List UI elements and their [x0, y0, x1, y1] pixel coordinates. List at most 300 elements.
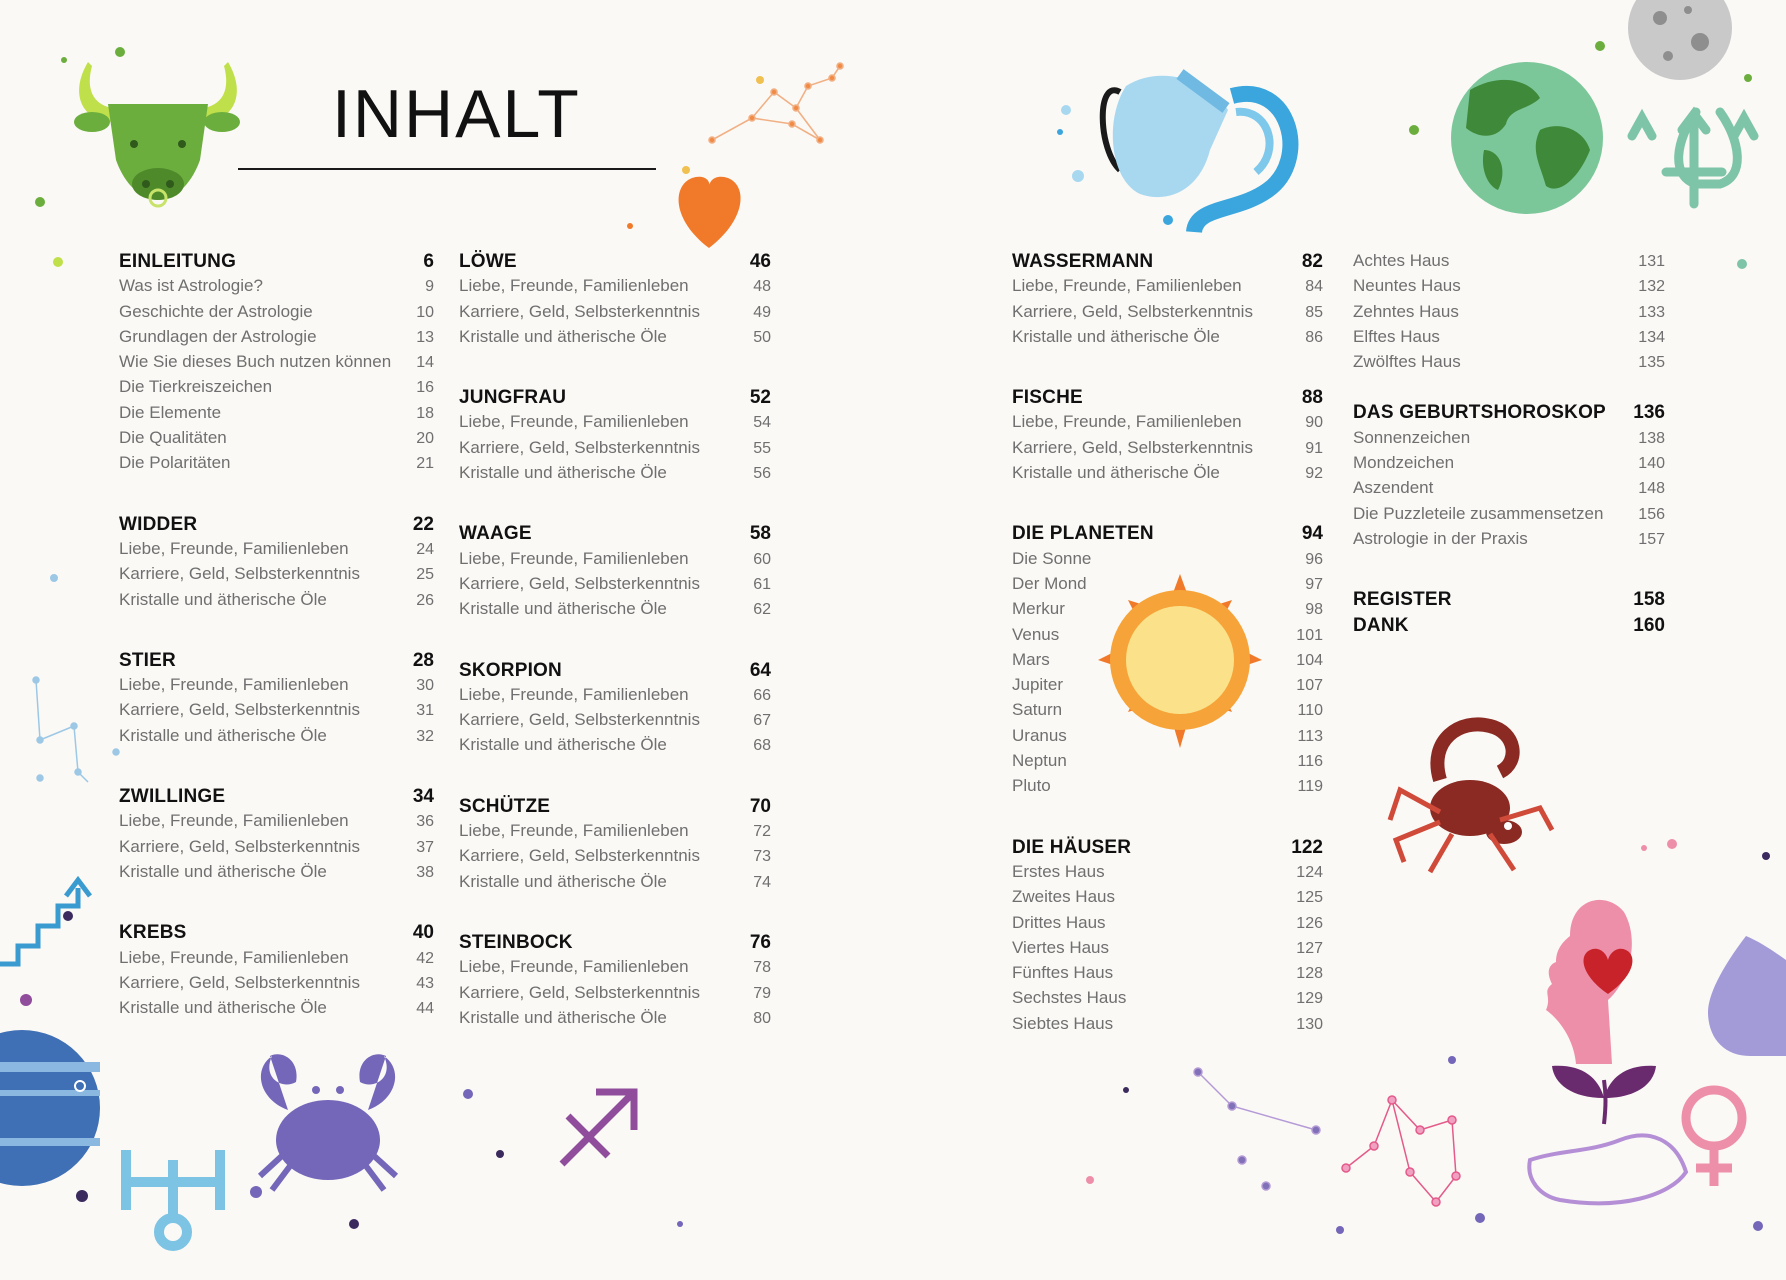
toc-entry-page: 85 [1305, 303, 1323, 321]
toc-entry-page: 60 [753, 550, 771, 568]
toc-entry-label: Kristalle und ätherische Öle [119, 861, 327, 881]
toc-entry-label: Drittes Haus [1012, 912, 1106, 932]
toc-entry[interactable] [119, 998, 434, 1023]
toc-entry[interactable] [119, 811, 434, 836]
toc-entry-label: Elftes Haus [1353, 326, 1440, 346]
toc-entry-page: 138 [1638, 429, 1665, 447]
toc-entry-page: 20 [416, 430, 434, 448]
toc-page-number: 136 [1633, 402, 1665, 424]
toc-entry-page: 125 [1296, 889, 1323, 907]
toc-entry[interactable] [459, 599, 771, 624]
virgo-constellation-icon [1342, 1096, 1460, 1206]
toc-entry[interactable] [1353, 478, 1665, 503]
toc-entry[interactable] [119, 675, 434, 700]
heart-icon [679, 177, 741, 248]
toc-entry-page: 86 [1305, 328, 1323, 346]
toc-entry[interactable] [459, 327, 771, 352]
toc-entry-label: Liebe, Freunde, Familienleben [1012, 412, 1242, 432]
toc-entry[interactable] [119, 377, 434, 402]
toc-heading: KREBS [119, 922, 187, 944]
toc-entry[interactable] [1353, 251, 1665, 276]
toc-entry-label: Mars [1012, 649, 1050, 669]
toc-entry-label: Venus [1012, 624, 1060, 644]
toc-entry[interactable] [1012, 726, 1323, 751]
toc-entry-label: Uranus [1012, 725, 1067, 745]
toc-entry-page: 44 [416, 1000, 434, 1018]
toc-entry[interactable] [1353, 529, 1665, 554]
toc-entry[interactable] [459, 685, 771, 710]
toc-entry[interactable] [459, 1008, 771, 1033]
toc-heading: WASSERMANN [1012, 251, 1154, 272]
toc-entry-label: Liebe, Freunde, Familienleben [119, 811, 349, 831]
toc-entry-page: 113 [1297, 727, 1323, 745]
toc-heading-row[interactable] [459, 796, 771, 821]
taurus-bull-icon [74, 62, 240, 206]
toc-heading-row[interactable] [119, 786, 434, 811]
toc-entry[interactable] [459, 438, 771, 463]
toc-entry[interactable] [119, 590, 434, 615]
toc-entry-page: 32 [416, 727, 434, 745]
toc-section-loewe [459, 251, 771, 352]
toc-entry-page: 24 [416, 540, 434, 558]
toc-entry-page: 26 [416, 591, 434, 609]
toc-entry[interactable] [1012, 1014, 1323, 1039]
toc-entry-label: Kristalle und ätherische Öle [459, 463, 667, 483]
toc-page-number: 58 [749, 523, 771, 545]
toc-entry-page: 156 [1638, 505, 1665, 523]
toc-entry-label: Karriere, Geld, Selbsterkenntnis [119, 972, 360, 992]
toc-heading: DIE HÄUSER [1012, 836, 1132, 858]
toc-entry-page: 74 [753, 873, 771, 891]
toc-entry-page: 38 [416, 863, 434, 881]
toc-entry-label: Liebe, Freunde, Familienleben [459, 957, 689, 977]
toc-entry[interactable] [119, 862, 434, 887]
toc-entry-page: 31 [416, 702, 434, 720]
toc-section-schuetze [459, 796, 771, 897]
toc-entry-label: Die Sonne [1012, 548, 1092, 568]
toc-heading-row[interactable] [1012, 837, 1323, 862]
toc-column-4 [1353, 251, 1665, 675]
toc-entry[interactable] [459, 302, 771, 327]
toc-entry[interactable] [119, 700, 434, 725]
toc-entry[interactable] [1012, 412, 1323, 437]
leo-constellation-icon [709, 63, 843, 143]
toc-heading-row[interactable] [459, 660, 771, 685]
toc-entry[interactable] [1353, 327, 1665, 352]
toc-entry-label: Karriere, Geld, Selbsterkenntnis [459, 982, 700, 1002]
toc-entry[interactable] [459, 735, 771, 760]
toc-entry-page: 10 [416, 303, 434, 321]
toc-entry-label: Kristalle und ätherische Öle [1012, 463, 1220, 483]
earth-globe-icon [1451, 62, 1603, 214]
toc-entry-label: Zweites Haus [1012, 887, 1115, 907]
toc-entry-label: Karriere, Geld, Selbsterkenntnis [119, 836, 360, 856]
toc-entry[interactable] [119, 539, 434, 564]
toc-entry-page: 18 [416, 404, 434, 422]
toc-entry[interactable] [459, 872, 771, 897]
toc-entry-page: 107 [1296, 677, 1323, 695]
toc-entry-label: Neptun [1012, 751, 1067, 771]
toc-heading-row[interactable] [1353, 402, 1665, 427]
toc-heading: DANK [1353, 614, 1409, 636]
gemini-constellation-icon [33, 677, 119, 782]
toc-entry-label: Zwölftes Haus [1353, 352, 1461, 372]
toc-heading: SCHÜTZE [459, 795, 551, 817]
toc-entry[interactable] [1012, 963, 1323, 988]
toc-page-number: 46 [749, 251, 771, 272]
scorpion-icon [1390, 724, 1552, 872]
toc-entry-label: Liebe, Freunde, Familienleben [459, 548, 689, 568]
toc-entry-label: Kristalle und ätherische Öle [119, 725, 327, 745]
toc-entry-page: 92 [1305, 465, 1323, 483]
toc-entry-label: Liebe, Freunde, Familienleben [119, 538, 349, 558]
toc-entry[interactable] [1012, 650, 1323, 675]
toc-entry-label: Jupiter [1012, 675, 1064, 695]
toc-entry[interactable] [119, 302, 434, 327]
toc-page-number: 158 [1633, 589, 1665, 611]
sagittarius-arrow-icon [562, 1092, 634, 1164]
toc-entry-label: Karriere, Geld, Selbsterkenntnis [459, 573, 700, 593]
toc-entry[interactable] [119, 726, 434, 751]
toc-entry[interactable] [1012, 776, 1323, 801]
toc-entry-page: 157 [1638, 530, 1665, 548]
toc-entry-label: Kristalle und ätherische Öle [119, 589, 327, 609]
toc-entry-page: 66 [753, 686, 771, 704]
toc-entry-label: Die Tierkreiszeichen [119, 377, 273, 397]
toc-entry-page: 134 [1638, 328, 1665, 346]
toc-entry-page: 148 [1638, 480, 1665, 498]
toc-entry-page: 128 [1296, 965, 1323, 983]
toc-page-number: 94 [1301, 523, 1323, 545]
toc-entry-page: 25 [416, 566, 434, 584]
toc-entry[interactable] [119, 948, 434, 973]
toc-entry-page: 13 [416, 328, 434, 346]
toc-entry[interactable] [119, 453, 434, 478]
toc-entry-label: Kristalle und ätherische Öle [119, 998, 327, 1018]
toc-entry-label: Aszendent [1353, 478, 1434, 498]
title-underline [238, 168, 656, 170]
toc-heading: WIDDER [119, 513, 198, 535]
toc-entry[interactable] [459, 549, 771, 574]
toc-heading-row[interactable] [459, 523, 771, 548]
toc-entry-label: Karriere, Geld, Selbsterkenntnis [459, 710, 700, 730]
toc-entry-label: Siebtes Haus [1012, 1013, 1114, 1033]
toc-entry[interactable] [1012, 463, 1323, 488]
toc-entry-label: Kristalle und ätherische Öle [1012, 326, 1220, 346]
toc-entry-page: 9 [425, 278, 434, 296]
toc-entry-label: Erstes Haus [1012, 861, 1105, 881]
toc-entry[interactable] [1353, 276, 1665, 301]
toc-entry-label: Liebe, Freunde, Familienleben [119, 675, 349, 695]
toc-entry-label: Grundlagen der Astrologie [119, 326, 317, 346]
toc-entry[interactable] [1353, 428, 1665, 453]
toc-column-2 [459, 251, 771, 1068]
toc-section-stier [119, 650, 434, 751]
toc-entry-page: 129 [1296, 990, 1323, 1008]
toc-entry[interactable] [119, 327, 434, 352]
toc-page-number: 160 [1633, 614, 1665, 636]
toc-entry[interactable] [459, 412, 771, 437]
toc-entry[interactable] [459, 710, 771, 735]
toc-entry-label: Der Mond [1012, 573, 1087, 593]
toc-entry-page: 101 [1296, 626, 1323, 644]
toc-entry-label: Die Qualitäten [119, 428, 227, 448]
toc-entry[interactable] [459, 821, 771, 846]
stairs-arrow-icon [0, 880, 90, 964]
toc-entry-label: Kristalle und ätherische Öle [459, 735, 667, 755]
toc-entry-page: 126 [1296, 914, 1323, 932]
toc-entry-page: 54 [753, 414, 771, 432]
toc-entry[interactable] [459, 983, 771, 1008]
toc-entry[interactable] [459, 276, 771, 301]
head-with-heart-icon [1546, 900, 1632, 1064]
toc-heading: DAS GEBURTSHOROSKOP [1353, 402, 1606, 424]
toc-entry[interactable] [1353, 302, 1665, 327]
toc-entry-label: Liebe, Freunde, Familienleben [459, 821, 689, 841]
toc-entry-page: 37 [416, 838, 434, 856]
toc-heading: EINLEITUNG [119, 251, 237, 272]
toc-entry[interactable] [459, 463, 771, 488]
toc-entry[interactable] [1012, 913, 1323, 938]
toc-entry-page: 68 [753, 737, 771, 755]
toc-entry[interactable] [1012, 599, 1323, 624]
toc-section-waage [459, 523, 771, 624]
toc-entry-page: 30 [416, 677, 434, 695]
toc-entry-label: Liebe, Freunde, Familienleben [1012, 276, 1242, 296]
toc-entry-label: Liebe, Freunde, Familienleben [459, 276, 689, 296]
toc-entry-label: Die Elemente [119, 402, 222, 422]
toc-entry-label: Liebe, Freunde, Familienleben [459, 684, 689, 704]
toc-entry-page: 36 [416, 813, 434, 831]
toc-entry[interactable] [1353, 504, 1665, 529]
toc-entry-page: 73 [753, 848, 771, 866]
toc-section-register-dank [1353, 589, 1665, 640]
toc-entry-page: 43 [416, 974, 434, 992]
plant-in-hand-icon [1529, 1066, 1686, 1203]
toc-page-number: 122 [1291, 836, 1323, 858]
toc-heading-row[interactable] [1353, 615, 1665, 640]
toc-entry[interactable] [1012, 938, 1323, 963]
blue-planet-icon [0, 1030, 100, 1186]
toc-section-fische [1012, 387, 1323, 488]
toc-heading: STIER [119, 649, 176, 671]
toc-entry-label: Viertes Haus [1012, 937, 1110, 957]
toc-entry-page: 16 [416, 379, 434, 397]
toc-heading-row[interactable] [1012, 251, 1323, 276]
toc-section-jungfrau [459, 387, 771, 488]
toc-entry[interactable] [459, 957, 771, 982]
toc-entry[interactable] [119, 403, 434, 428]
toc-section-einleitung [119, 251, 434, 479]
toc-entry-page: 78 [753, 959, 771, 977]
toc-section-skorpion [459, 660, 771, 761]
page-title: INHALT [332, 76, 581, 152]
toc-heading-row[interactable] [119, 251, 434, 276]
toc-heading-row[interactable] [1353, 589, 1665, 614]
toc-page-number: 52 [749, 387, 771, 409]
toc-entry-label: Fünftes Haus [1012, 963, 1114, 983]
toc-heading: ZWILLINGE [119, 786, 226, 808]
toc-page-number: 88 [1301, 387, 1323, 409]
toc-entry-label: Kristalle und ätherische Öle [459, 1007, 667, 1027]
toc-page-number: 34 [412, 786, 434, 808]
toc-entry-label: Karriere, Geld, Selbsterkenntnis [119, 700, 360, 720]
toc-entry-label: Sonnenzeichen [1353, 427, 1471, 447]
toc-entry[interactable] [1353, 453, 1665, 478]
toc-heading-row[interactable] [459, 251, 771, 276]
toc-heading: FISCHE [1012, 387, 1083, 409]
neptune-trident-icon [1632, 112, 1754, 204]
toc-entry-label: Karriere, Geld, Selbsterkenntnis [459, 301, 700, 321]
toc-entry-page: 116 [1297, 753, 1323, 771]
toc-entry[interactable] [1012, 625, 1323, 650]
toc-entry-page: 119 [1297, 778, 1323, 796]
toc-entry-page: 55 [753, 439, 771, 457]
toc-entry[interactable] [1012, 302, 1323, 327]
toc-entry-page: 131 [1638, 253, 1665, 270]
toc-entry[interactable] [119, 352, 434, 377]
toc-entry[interactable] [1012, 675, 1323, 700]
toc-entry[interactable] [119, 428, 434, 453]
toc-entry-label: Karriere, Geld, Selbsterkenntnis [459, 846, 700, 866]
toc-entry[interactable] [1012, 751, 1323, 776]
toc-entry-page: 98 [1305, 601, 1323, 619]
toc-page-number: 64 [749, 659, 771, 681]
toc-entry-label: Kristalle und ätherische Öle [459, 871, 667, 891]
toc-entry-page: 80 [753, 1009, 771, 1027]
toc-section-haeuser [1012, 837, 1323, 1039]
toc-entry-page: 56 [753, 465, 771, 483]
toc-entry-page: 84 [1305, 278, 1323, 296]
toc-entry-page: 124 [1296, 863, 1323, 881]
toc-section-steinbock [459, 932, 771, 1033]
toc-heading-row[interactable] [1012, 387, 1323, 412]
toc-section-haeuser-cont [1353, 251, 1665, 377]
toc-entry[interactable] [1012, 988, 1323, 1013]
toc-entry-label: Pluto [1012, 776, 1051, 796]
toc-entry-page: 21 [416, 455, 434, 473]
toc-page-number: 22 [412, 513, 434, 535]
toc-heading-row[interactable] [119, 650, 434, 675]
toc-entry-page: 104 [1296, 651, 1323, 669]
toc-heading: REGISTER [1353, 589, 1452, 611]
toc-page-number: 28 [412, 649, 434, 671]
toc-heading-row[interactable] [119, 514, 434, 539]
toc-entry-label: Saturn [1012, 700, 1063, 720]
toc-entry-label: Die Puzzleteile zusammensetzen [1353, 503, 1604, 523]
toc-entry-label: Karriere, Geld, Selbsterkenntnis [1012, 301, 1253, 321]
toc-entry[interactable] [1012, 276, 1323, 301]
toc-entry[interactable] [119, 837, 434, 862]
toc-entry-label: Liebe, Freunde, Familienleben [459, 412, 689, 432]
toc-entry[interactable] [119, 973, 434, 998]
capricorn-constellation-icon [1194, 1068, 1320, 1190]
toc-section-planeten [1012, 523, 1323, 801]
uranus-symbol-icon [126, 1150, 220, 1246]
aquarius-jug-icon [1061, 74, 1290, 232]
toc-entry[interactable] [1012, 438, 1323, 463]
toc-page-number: 40 [412, 922, 434, 944]
toc-heading-row[interactable] [1012, 523, 1323, 548]
toc-page-number: 70 [749, 795, 771, 817]
toc-entry-page: 48 [753, 278, 771, 296]
toc-entry-label: Geschichte der Astrologie [119, 301, 313, 321]
toc-heading-row[interactable] [119, 922, 434, 947]
toc-column-1 [119, 251, 434, 1058]
toc-column-3 [1012, 251, 1323, 1074]
toc-entry-page: 67 [753, 712, 771, 730]
toc-entry-page: 42 [416, 949, 434, 967]
toc-entry[interactable] [1012, 327, 1323, 352]
toc-section-krebs [119, 922, 434, 1023]
toc-entry-page: 133 [1638, 303, 1665, 321]
toc-entry-label: Kristalle und ätherische Öle [459, 326, 667, 346]
toc-entry-label: Die Polaritäten [119, 453, 231, 473]
cancer-crab-icon [260, 1054, 396, 1190]
moon-icon [1628, 0, 1732, 80]
toc-entry-label: Neuntes Haus [1353, 276, 1461, 296]
toc-heading: SKORPION [459, 659, 562, 681]
toc-entry[interactable] [119, 564, 434, 589]
toc-entry-label: Astrologie in der Praxis [1353, 528, 1528, 548]
toc-entry-label: Achtes Haus [1353, 251, 1450, 270]
toc-entry-page: 110 [1297, 702, 1323, 720]
toc-entry-page: 61 [753, 575, 771, 593]
toc-entry-page: 135 [1638, 354, 1665, 372]
toc-entry[interactable] [119, 276, 434, 301]
toc-entry-page: 49 [753, 303, 771, 321]
toc-entry-label: Zehntes Haus [1353, 301, 1459, 321]
toc-entry-page: 50 [753, 328, 771, 346]
toc-entry-page: 97 [1305, 575, 1323, 593]
toc-entry[interactable] [1353, 352, 1665, 377]
toc-entry-label: Kristalle und ätherische Öle [459, 599, 667, 619]
toc-entry-label: Was ist Astrologie? [119, 276, 263, 296]
toc-entry[interactable] [459, 574, 771, 599]
toc-entry[interactable] [1012, 862, 1323, 887]
toc-heading: JUNGFRAU [459, 387, 567, 409]
toc-entry[interactable] [1012, 887, 1323, 912]
toc-entry-page: 91 [1305, 439, 1323, 457]
toc-entry-page: 127 [1296, 939, 1323, 957]
toc-section-zwillinge [119, 786, 434, 887]
toc-entry-label: Karriere, Geld, Selbsterkenntnis [119, 564, 360, 584]
toc-entry-label: Karriere, Geld, Selbsterkenntnis [1012, 437, 1253, 457]
toc-entry-page: 90 [1305, 414, 1323, 432]
toc-entry-label: Mondzeichen [1353, 453, 1455, 473]
toc-entry[interactable] [459, 846, 771, 871]
toc-entry[interactable] [1012, 549, 1323, 574]
toc-entry-label: Wie Sie dieses Buch nutzen können [119, 352, 392, 372]
toc-entry-page: 132 [1638, 278, 1665, 296]
toc-heading-row[interactable] [459, 387, 771, 412]
toc-heading: STEINBOCK [459, 931, 573, 953]
toc-heading-row[interactable] [459, 932, 771, 957]
toc-entry-page: 14 [416, 354, 434, 372]
toc-page-number: 6 [423, 251, 434, 272]
toc-entry-page: 140 [1638, 455, 1665, 473]
toc-section-wassermann [1012, 251, 1323, 352]
toc-entry[interactable] [1012, 574, 1323, 599]
toc-page-number: 82 [1301, 251, 1323, 272]
toc-entry-page: 72 [753, 823, 771, 841]
toc-heading: LÖWE [459, 251, 517, 272]
toc-entry[interactable] [1012, 700, 1323, 725]
toc-entry-page: 79 [753, 984, 771, 1002]
toc-entry-label: Merkur [1012, 599, 1065, 619]
toc-heading: DIE PLANETEN [1012, 523, 1154, 545]
toc-entry-page: 62 [753, 601, 771, 619]
